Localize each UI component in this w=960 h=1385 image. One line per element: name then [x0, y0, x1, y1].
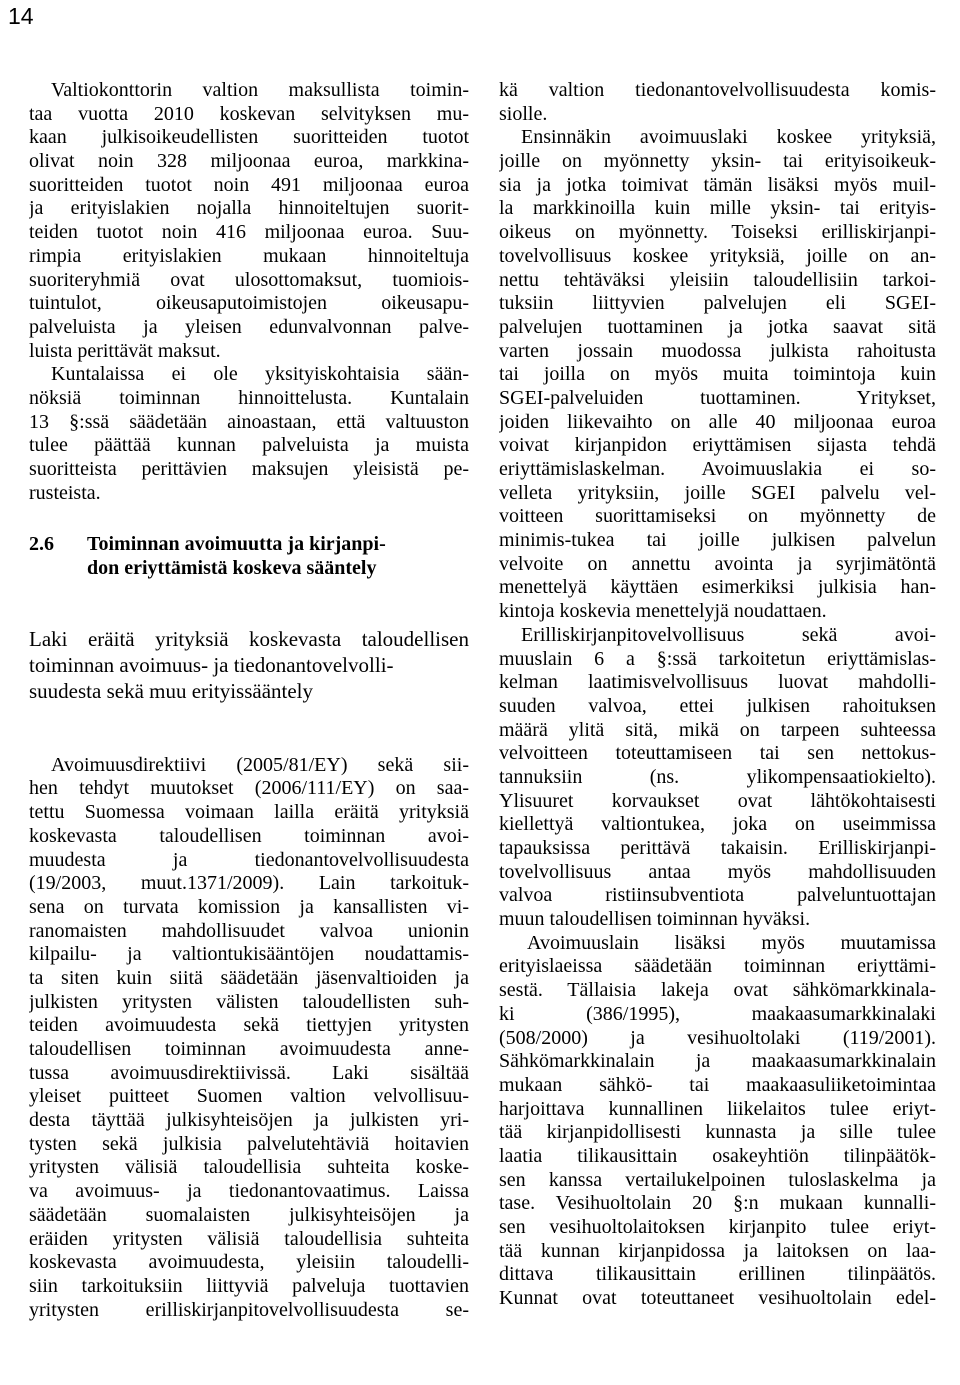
text-line: taa vuotta 2010 koskevan selvityksen mu- [29, 102, 469, 125]
right-column [499, 79, 936, 1311]
text-line: muuslain 6 a §:ssä tarkoitetun eriyttämislas- [499, 647, 936, 670]
text-line: sen kanssa vertailukelpoinen tuloslaskelma ja [499, 1168, 936, 1191]
spacer [29, 505, 469, 533]
text-line: rimpia erityislakien mukaan hinnoiteltuja [29, 244, 469, 267]
section-number: 2.6 [29, 533, 54, 556]
text-line: (19/2003, muut.1371/2009). Lain tarkoituk- [29, 872, 469, 895]
text-line: suuden valvoa, ettei julkisen rahoituksen [499, 694, 936, 717]
text-line: sestä. Tällaisia lakeja ovat sähkömarkkinala- [499, 979, 936, 1002]
text-line: ranomaisten mahdollisuudet valvoa unionin [29, 919, 469, 942]
text-line: yritysten välisiä taloudellisia suhteita koske- [29, 1156, 469, 1179]
text-line: tannuksiin (ns. ylikompensaatiokielto). [499, 765, 936, 788]
text-line: tussa avoimuusdirektiivissä. Laki sisältää [29, 1061, 469, 1084]
text-line: tai joilla on myös muita toimintoja kuin [499, 363, 936, 386]
text-line: julkisten yritysten välisten taloudellisten suh- [29, 990, 469, 1013]
spacer [29, 581, 469, 626]
text-line: desta täyttää julkisyhteisöjen ja julkisten yri- [29, 1109, 469, 1132]
text-line: mukaan sähkö- tai maakaasuliiketoimintaa [499, 1073, 936, 1096]
section-heading [29, 533, 469, 557]
text-line: muun taloudellisen toiminnan hyväksi. [499, 908, 811, 931]
text-line: va avoimuus- ja tiedonantovaatimus. Laissa [29, 1180, 469, 1203]
text-line: sia ja jotka toimivat tämän lisäksi myös muil- [499, 173, 936, 196]
text-line: koskevasta avoimuudesta, yleisiin taloudelli- [29, 1251, 469, 1274]
section-title: Toiminnan avoimuutta ja kirjanpi- [87, 533, 386, 556]
text-line: tovelvollisuus koskee yrityksiä, joille on an- [499, 244, 936, 267]
text-line: Sähkömarkkinalain ja maakaasumarkkinalain [499, 1050, 936, 1073]
text-line: olivat noin 328 miljoonaa euroa, markkina- [29, 150, 469, 173]
text-line: sen vesihuoltolaitoksen kirjanpito tulee eriyt- [499, 1216, 936, 1238]
text-line: la markkinoilla kuin mille yksin- tai erityis- [499, 197, 936, 220]
text-line: siin tarkoituksiin liittyviä palveluja tuottavien [29, 1274, 469, 1297]
text-line: säädetään suomalaisten julkisyhteisöjen ja [29, 1203, 469, 1226]
text-line: harjoittava kunnallinen liikelaitos tulee eriyt- [499, 1097, 936, 1120]
text-line: dittava tilikausittain erillinen tilinpäätös. [499, 1263, 936, 1286]
text-line: teiden avoimuudesta sekä tiettyjen yritysten [29, 1014, 469, 1037]
page-number: 14 [8, 3, 34, 29]
left-column [29, 79, 469, 1322]
text-line: kä valtion tiedonantovelvollisuudesta komis- [499, 79, 936, 101]
text-line: voitteen suorittamiseksi on myönnetty de [499, 505, 936, 528]
text-line: velvoite on annettu avointa ja syrjimätöntä [499, 552, 936, 575]
text-line: nöksiä toiminnan hinnoittelusta. Kuntalain [29, 386, 469, 409]
text-line: tää kirjanpidollisesti kunnasta ja sille tulee [499, 1121, 936, 1144]
text-line: joiden liikevaihto on alle 40 miljoonaa euroa [499, 410, 936, 433]
text-line: taloudellisen toiminnan avoimuudesta anne- [29, 1038, 469, 1060]
text-line: palveluista ja yleisen edunvalvonnan palve- [29, 315, 469, 338]
subheading: toiminnan avoimuus- ja tiedonantovelvolli- [29, 652, 394, 677]
text-line: hen tehdyt muutokset (2006/111/EY) on saa- [29, 777, 469, 800]
text-line: eriyttämislaskelman. Avoimuuslakia ei so- [499, 458, 936, 480]
subheading: suudesta sekä muu erityissääntely [29, 678, 314, 703]
text-line: siolle. [499, 102, 548, 125]
text-line: (508/2000) ja vesihuoltolaki (119/2001). [499, 1026, 936, 1049]
text-line: Avoimuuslain lisäksi myös muutamissa [527, 931, 936, 954]
text-line: kaan julkisoikeudellisten suoritteiden tuotot [29, 126, 469, 149]
text-line: ta siten kuin siitä säädetään jäsenvaltioiden ja [29, 966, 469, 989]
subheading: Laki eräitä yrityksiä koskevasta taloudellisen [29, 626, 469, 651]
text-line: erityislaeissa säädetään toiminnan eriyttämi- [499, 955, 936, 978]
text-line: Ensinnäkin avoimuuslaki koskee yrityksiä, [521, 126, 936, 149]
text-line: joille on myönnetty yksin- tai erityisoikeuk- [499, 150, 936, 173]
text-line: muudesta ja tiedonantovelvollisuudesta [29, 848, 469, 871]
text-line: suoriteryhmiä ovat ulosottomaksut, tuomiois- [29, 268, 469, 291]
text-line: velvoitteen toteuttamiseen tai sen nettokus- [499, 742, 936, 765]
text-line: tuintulot, oikeusaputoimistojen oikeusapu- [29, 292, 469, 315]
text-line: menettelyä käyttäen esimerkiksi julkisia han- [499, 576, 936, 599]
text-line: velleta yrityksiin, joille SGEI palvelu vel- [499, 481, 936, 504]
text-line: Avoimuusdirektiivi (2005/81/EY) sekä sii- [51, 753, 469, 776]
text-line: voivat kirjanpidon eriyttämisen sijasta tehdä [499, 434, 936, 457]
text-line: Kuntalaissa ei ole yksityiskohtaisia sään- [51, 363, 469, 386]
text-line: valvoa ristiinsubventiota palveluntuottajan [499, 884, 936, 907]
text-line: palvelujen tuottaminen ja jotka saavat sitä [499, 315, 936, 338]
text-line: ki (386/1995), maakaasumarkkinalaki [499, 1002, 936, 1025]
text-line: sena on turvata komission ja kansallisten vi- [29, 895, 469, 918]
text-line: Kunnat ovat toteuttaneet vesihuoltolain edel- [499, 1287, 936, 1310]
text-line: tettu Suomessa voimaan lailla eräitä yrityksiä [29, 801, 469, 824]
text-line: SGEI-palveluiden tuottaminen. Yritykset, [499, 386, 936, 409]
text-line: yritysten erilliskirjanpitovelvollisuudesta se- [29, 1298, 469, 1321]
text-line: oikeus on myönnetty. Toiseksi erilliskirjanpi- [499, 221, 936, 244]
text-line: kelman laatimisvelvollisuus luovat mahdolli- [499, 671, 936, 694]
text-line: koskevasta taloudellisen toiminnan avoi- [29, 824, 469, 847]
text-line: tulee päättää kunnan palveluista ja muista [29, 434, 469, 457]
text-line: Valtiokonttorin valtion maksullista toimin- [51, 79, 469, 101]
text-line: tase. Vesihuoltolain 20 §:n mukaan kunnalli- [499, 1192, 936, 1215]
text-line: minimis-tukea tai joille julkisen palvelun [499, 529, 936, 552]
text-line: tysten sekä julkisia palvelutehtäviä hoitavien [29, 1132, 469, 1155]
text-line: kintoja koskevia menettelyjä noudattaen. [499, 600, 827, 623]
text-line: kiellettyä valtiontukea, joka on useimmissa [499, 813, 936, 836]
text-line: Ylisuuret korvaukset ovat lähtökohtaisesti [499, 789, 936, 812]
text-line: teiden tuotot noin 416 miljoonaa euroa. Suu- [29, 221, 469, 244]
text-line: tapauksissa perittävä takaisin. Erilliskirjanpi- [499, 837, 936, 859]
text-line: määrä ylitä sitä, mikä on tarpeen suhteessa [499, 718, 936, 741]
text-line: 13 §:ssä säädetään ainoastaan, että valtuuston [29, 410, 469, 433]
text-line: nettu tehtäväksi yleisiin taloudellisiin tarkoi- [499, 268, 936, 291]
text-line: Erilliskirjanpitovelvollisuus sekä avoi- [521, 623, 936, 646]
text-line: yleiset puitteet Suomen valtion velvollisuu- [29, 1085, 469, 1108]
text-line: rusteista. [29, 481, 101, 504]
text-line: laatia tilikausittain osakeyhtiön tilinpäätök- [499, 1144, 936, 1167]
text-line: tää kunnan kirjanpidossa ja laitoksen on laa- [499, 1239, 936, 1262]
text-line: suoritteista perittävien maksujen yleisistä pe- [29, 458, 469, 480]
text-line: kilpailu- ja valtiontukisääntöjen noudattamis- [29, 943, 469, 966]
text-line: tuksiin liittyvien palvelujen eli SGEI- [499, 292, 936, 315]
text-line: luista perittävät maksut. [29, 339, 221, 362]
text-line: eräiden yritysten välisiä taloudellisia suhteita [29, 1227, 469, 1250]
text-line: suoritteiden tuotot noin 491 miljoonaa euroa [29, 173, 469, 196]
text-line: varten jossain muodossa julkista rahoitusta [499, 339, 936, 362]
section-heading: don eriyttämistä koskeva sääntely [87, 557, 377, 580]
text-line: ja erityislakien nojalla hinnoiteltujen suorit- [29, 197, 469, 220]
spacer [29, 704, 469, 754]
text-line: tovelvollisuus antaa myös mahdollisuuden [499, 860, 936, 883]
